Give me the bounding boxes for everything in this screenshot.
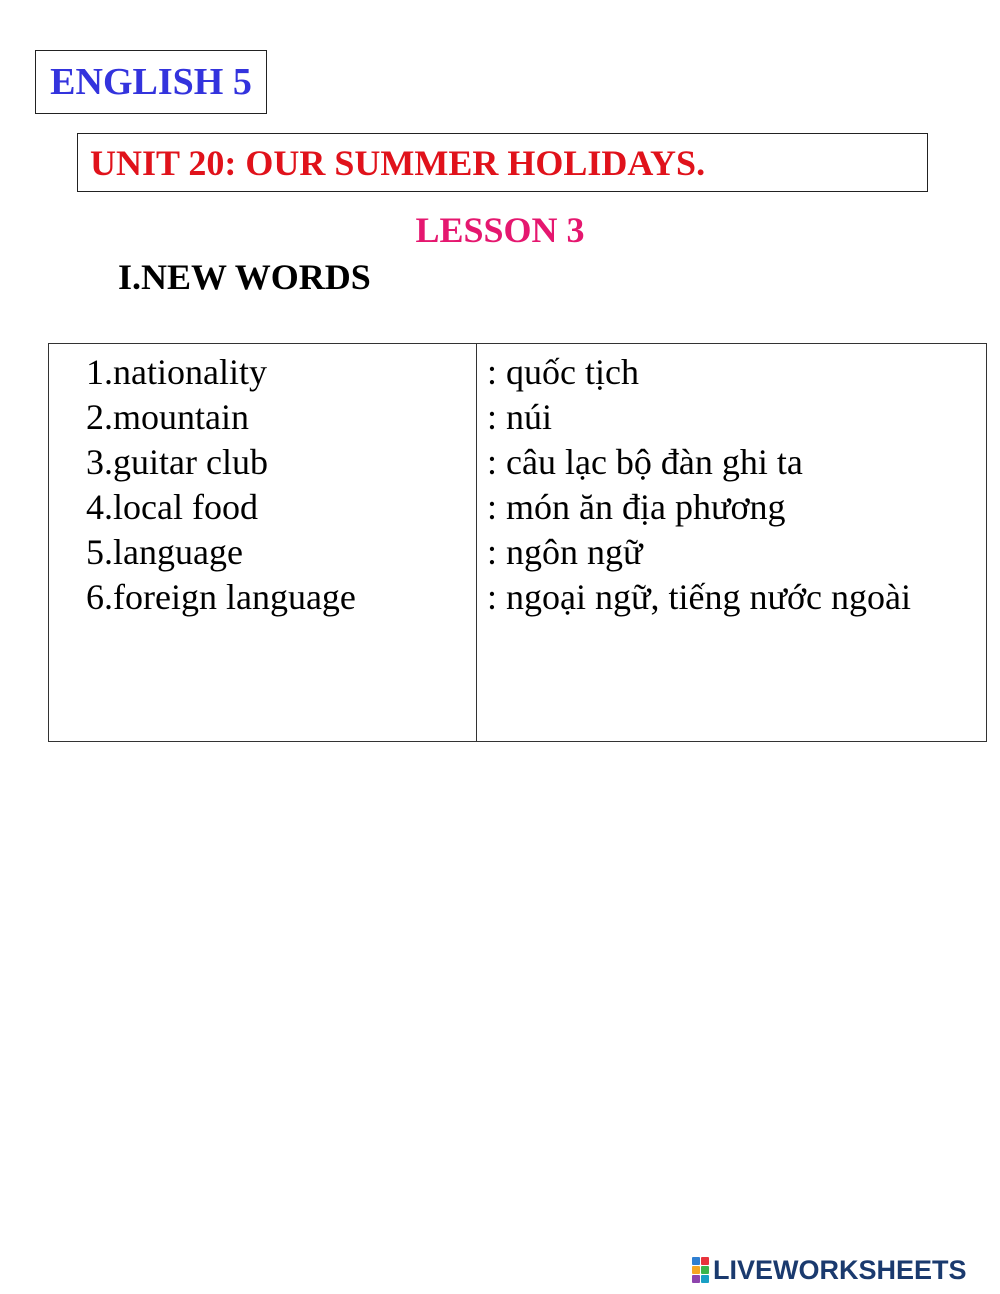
vocabulary-term: 4.local food [86, 487, 258, 527]
logo-block [701, 1266, 709, 1274]
unit-title-box [77, 133, 928, 192]
liveworksheets-brand[interactable] [692, 1256, 967, 1284]
vocabulary-meanings-column [477, 344, 986, 741]
vocabulary-meaning: : quốc tịch [487, 352, 639, 392]
section-title: I.NEW WORDS [118, 257, 371, 297]
logo-block [701, 1275, 709, 1283]
vocabulary-term: 1.nationality [86, 352, 267, 392]
brand-name: LIVEWORKSHEETS [713, 1254, 967, 1285]
vocabulary-term: 5.language [86, 532, 243, 572]
vocabulary-term: 6.foreign language [86, 577, 356, 617]
course-title-box [35, 50, 267, 114]
vocabulary-meaning: : ngôn ngữ [487, 532, 643, 572]
logo-block [692, 1257, 700, 1265]
liveworksheets-logo-icon [692, 1257, 709, 1283]
logo-block [692, 1266, 700, 1274]
logo-block [692, 1275, 700, 1283]
vocabulary-term: 2.mountain [86, 397, 249, 437]
vocabulary-meaning: : món ăn địa phương [487, 487, 786, 527]
vocabulary-meaning: : núi [487, 397, 553, 437]
vocabulary-term: 3.guitar club [86, 442, 268, 482]
unit-title: UNIT 20: OUR SUMMER HOLIDAYS. [90, 142, 706, 183]
vocabulary-meaning: : câu lạc bộ đàn ghi ta [487, 442, 803, 482]
lesson-title: LESSON 3 [415, 210, 585, 250]
vocabulary-table [48, 343, 987, 742]
course-title: ENGLISH 5 [50, 61, 252, 103]
vocabulary-terms-column [49, 344, 477, 741]
logo-block [701, 1257, 709, 1265]
vocabulary-meaning: : ngoại ngữ, tiếng nước ngoài [487, 577, 911, 617]
